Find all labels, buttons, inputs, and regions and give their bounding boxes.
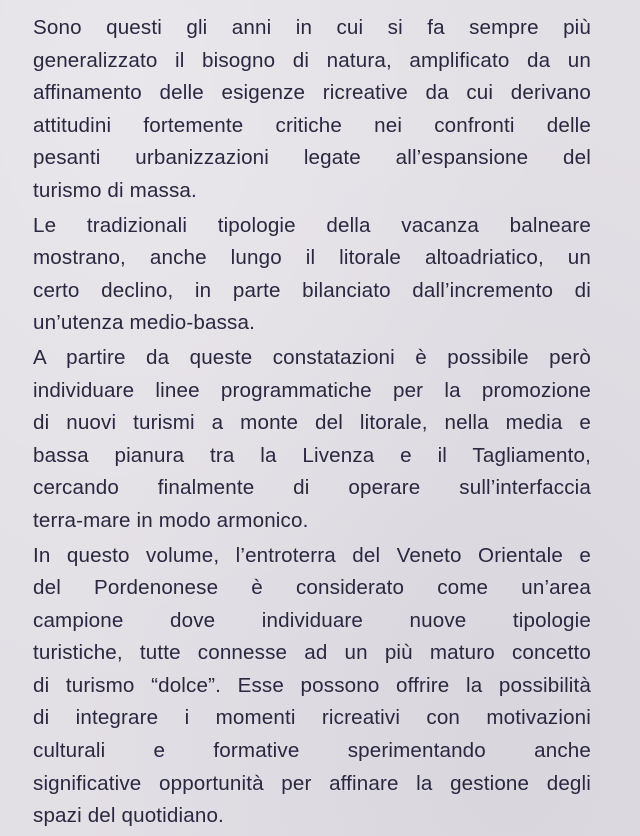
paragraph-2 [33,210,591,340]
text-line: In questo volume, l’entroterra del Veneto Orientale e [33,543,591,567]
text-line: A partire da queste constatazioni è possibile però [33,345,591,369]
text-line: certo declino, in parte bilanciato dall’incremento di [33,278,591,302]
text-line: bassa pianura tra la Livenza e il Tagliamento, [33,443,591,467]
text-page [33,12,591,835]
text-line: un’utenza medio-bassa. [33,311,255,335]
text-line: spazi del quotidiano. [33,804,224,828]
text-line: del Pordenonese è considerato come un’area [33,576,591,600]
text-line: terra-mare in modo armonico. [33,508,309,532]
text-line: di turismo “dolce”. Esse possono offrire la possibilità [33,673,591,697]
text-line: affinamento delle esigenze ricreative da cui derivano [33,81,591,105]
text-line: mostrano, anche lungo il litorale altoadriatico, un [33,246,591,270]
text-line: attitudini fortemente critiche nei confronti delle [33,113,591,137]
paragraph-1 [33,12,591,208]
text-line: cercando finalmente di operare sull’interfaccia [33,476,591,500]
text-line: turistiche, tutte connesse ad un più maturo concetto [33,641,591,665]
text-line: Le tradizionali tipologie della vacanza balneare [33,213,591,237]
text-line: generalizzato il bisogno di natura, amplificato da un [33,48,591,72]
text-line: turismo di massa. [33,178,197,202]
text-line: pesanti urbanizzazioni legate all’espansione del [33,146,591,170]
text-line: campione dove individuare nuove tipologie [33,608,591,632]
text-line: culturali e formative sperimentando anche [33,739,591,763]
paragraph-4 [33,540,591,833]
text-line: individuare linee programmatiche per la promozione [33,378,591,402]
paragraph-3 [33,342,591,538]
text-line: significative opportunità per affinare la gestione degli [33,771,591,795]
text-line: di nuovi turismi a monte del litorale, nella media e [33,411,591,435]
text-line: di integrare i momenti ricreativi con motivazioni [33,706,591,730]
text-line: Sono questi gli anni in cui si fa sempre più [33,16,591,39]
